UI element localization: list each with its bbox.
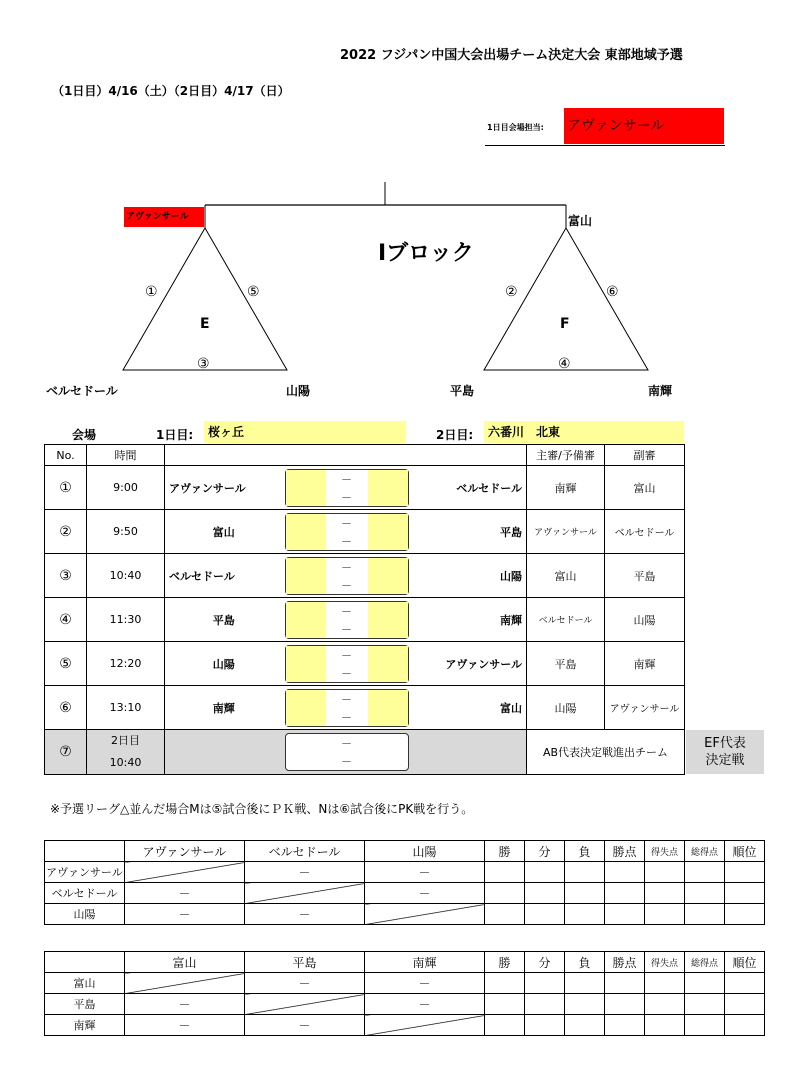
- league-stat-cell[interactable]: [725, 1015, 765, 1036]
- away-team: ベルセドール: [411, 466, 527, 510]
- league-row-team: 南輝: [45, 1015, 125, 1036]
- tournament-dates: （1日目）4/16（土）（2日目）4/17（日）: [52, 84, 290, 98]
- final-time: 10:40: [109, 756, 142, 769]
- header-sub: 副審: [605, 445, 685, 466]
- league-header-gf: 総得点: [685, 952, 725, 973]
- league-header-loss: 負: [565, 952, 605, 973]
- league-stat-cell[interactable]: [485, 1015, 525, 1036]
- away-score-cell[interactable]: [368, 602, 408, 638]
- home-team: 南輝: [165, 686, 283, 730]
- group-e-name: E: [200, 316, 210, 332]
- home-score-cell[interactable]: [286, 646, 326, 682]
- assistant-referee: 山陽: [605, 598, 685, 642]
- group-f-left-team: 平島: [450, 384, 475, 398]
- league-header-gf: 総得点: [685, 841, 725, 862]
- header-no: No.: [45, 445, 87, 466]
- league-result-cell[interactable]: －: [365, 973, 485, 994]
- away-score-cell[interactable]: [368, 558, 408, 594]
- league-header-win: 勝: [485, 841, 525, 862]
- away-team: アヴァンサール: [411, 642, 527, 686]
- league-row-team: 富山: [45, 973, 125, 994]
- league-header-points: 勝点: [605, 952, 645, 973]
- league-stat-cell[interactable]: [645, 883, 685, 904]
- league-diagonal-cell: [245, 883, 365, 904]
- score-box: － －: [285, 469, 409, 507]
- group-f-match-right: ⑥: [606, 284, 619, 300]
- away-score-cell[interactable]: [368, 690, 408, 726]
- league-stat-cell[interactable]: [485, 883, 525, 904]
- match-time: 9:50: [87, 510, 165, 554]
- header-time: 時間: [87, 445, 165, 466]
- home-score-cell[interactable]: [286, 602, 326, 638]
- page-title: 2022 フジパン中国大会出場チーム決定大会 東部地域予選: [340, 48, 683, 63]
- league-row-team: ベルセドール: [45, 883, 125, 904]
- league-stat-cell[interactable]: [485, 904, 525, 925]
- league-result-cell[interactable]: －: [365, 994, 485, 1015]
- league-stat-cell[interactable]: [725, 862, 765, 883]
- league-stat-cell[interactable]: [685, 904, 725, 925]
- group-f-match-bottom: ④: [558, 356, 571, 372]
- match-no: ⑤: [45, 642, 87, 686]
- league-result-cell[interactable]: －: [125, 1015, 245, 1036]
- away-score-cell[interactable]: [368, 646, 408, 682]
- league-diagonal-cell: [365, 1015, 485, 1036]
- assistant-referee: 平島: [605, 554, 685, 598]
- league-diagonal-cell: [245, 994, 365, 1015]
- league-stat-cell[interactable]: [645, 973, 685, 994]
- group-f-match-left: ②: [505, 284, 518, 300]
- league-result-cell[interactable]: －: [365, 883, 485, 904]
- league-header-rank: 順位: [725, 841, 765, 862]
- away-score-cell[interactable]: [368, 514, 408, 550]
- match-time: 11:30: [87, 598, 165, 642]
- header-ref: 主審/予備審: [527, 445, 605, 466]
- league-stat-cell[interactable]: [485, 994, 525, 1015]
- league-header-win: 勝: [485, 952, 525, 973]
- league-row: [45, 973, 765, 994]
- league-stat-cell[interactable]: [685, 862, 725, 883]
- league-diagonal-cell: [125, 973, 245, 994]
- league-stat-cell[interactable]: [725, 973, 765, 994]
- schedule-table: [44, 444, 685, 775]
- league-stat-cell[interactable]: [525, 1015, 565, 1036]
- league-col-team: 平島: [245, 952, 365, 973]
- league-stat-cell[interactable]: [685, 973, 725, 994]
- league-stat-cell[interactable]: [565, 973, 605, 994]
- venue-day1-label: 1日目:: [156, 428, 194, 442]
- league-result-cell[interactable]: －: [245, 904, 365, 925]
- league-diagonal-cell: [365, 904, 485, 925]
- league-table-e: [44, 840, 765, 925]
- match-time: 12:20: [87, 642, 165, 686]
- league-row-team: 平島: [45, 994, 125, 1015]
- match-time: 10:40: [87, 554, 165, 598]
- away-team: 山陽: [411, 554, 527, 598]
- home-score-cell[interactable]: [286, 470, 326, 506]
- home-team: ベルセドール: [165, 554, 283, 598]
- venue-day1-value: 桜ヶ丘: [204, 421, 406, 443]
- league-col-team: 富山: [125, 952, 245, 973]
- league-stat-cell[interactable]: [485, 862, 525, 883]
- league-row: [45, 883, 765, 904]
- referee: 南輝: [527, 466, 605, 510]
- group-e-match-right: ⑤: [247, 284, 260, 300]
- league-result-cell[interactable]: －: [245, 1015, 365, 1036]
- league-stat-cell[interactable]: [525, 973, 565, 994]
- match-row: [45, 510, 685, 554]
- ef-final-label: EF代表 決定戦: [686, 730, 764, 774]
- league-stat-cell[interactable]: [605, 904, 645, 925]
- match-time: 9:00: [87, 466, 165, 510]
- league-header-draw: 分: [525, 952, 565, 973]
- final-desc: AB代表決定戦進出チーム: [527, 730, 685, 775]
- league-diagonal-cell: [125, 862, 245, 883]
- match-row: [45, 642, 685, 686]
- league-stat-cell[interactable]: [565, 994, 605, 1015]
- league-stat-cell[interactable]: [725, 904, 765, 925]
- group-e-match-left: ①: [145, 284, 158, 300]
- referee: 平島: [527, 642, 605, 686]
- venue-label: 会場: [72, 428, 97, 442]
- match-no: ⑥: [45, 686, 87, 730]
- league-stat-cell[interactable]: [685, 994, 725, 1015]
- assistant-referee: ベルセドール: [605, 510, 685, 554]
- league-stat-cell[interactable]: [605, 862, 645, 883]
- league-header-gd: 得失点: [645, 952, 685, 973]
- assistant-referee: 富山: [605, 466, 685, 510]
- referee: 富山: [527, 554, 605, 598]
- league-result-cell[interactable]: －: [125, 994, 245, 1015]
- league-header-points: 勝点: [605, 841, 645, 862]
- league-result-cell[interactable]: －: [245, 862, 365, 883]
- away-score-cell[interactable]: [368, 470, 408, 506]
- league-stat-cell[interactable]: [725, 883, 765, 904]
- league-stat-cell[interactable]: [645, 994, 685, 1015]
- league-col-team: アヴァンサール: [125, 841, 245, 862]
- score-box: － －: [285, 645, 409, 683]
- score-box: － －: [285, 733, 409, 771]
- home-score-cell[interactable]: [286, 558, 326, 594]
- group-f-right-team: 南輝: [648, 384, 673, 398]
- league-stat-cell[interactable]: [605, 883, 645, 904]
- league-stat-cell[interactable]: [605, 1015, 645, 1036]
- score-box: － －: [285, 557, 409, 595]
- league-col-team: 山陽: [365, 841, 485, 862]
- league-stat-cell[interactable]: [645, 904, 685, 925]
- league-result-cell[interactable]: －: [125, 904, 245, 925]
- group-e-right-team: 山陽: [286, 384, 311, 398]
- league-stat-cell[interactable]: [565, 1015, 605, 1036]
- league-row: [45, 994, 765, 1015]
- match-no: ④: [45, 598, 87, 642]
- league-stat-cell[interactable]: [565, 904, 605, 925]
- tiebreak-note: ※予選リーグ△並んだ場合Mは⑤試合後にＰＫ戦、Nは⑥試合後にPK戦を行う。: [50, 802, 474, 816]
- league-row-team: アヴァンサール: [45, 862, 125, 883]
- score-box: － －: [285, 513, 409, 551]
- league-header-rank: 順位: [725, 952, 765, 973]
- bracket-diagram: [0, 0, 792, 420]
- group-e-left-team: ベルセドール: [46, 384, 118, 398]
- group-e-top-team: アヴァンサール: [124, 207, 204, 227]
- referee: 山陽: [527, 686, 605, 730]
- match-row: [45, 686, 685, 730]
- score-box: － －: [285, 689, 409, 727]
- league-stat-cell[interactable]: [645, 862, 685, 883]
- assistant-referee: アヴァンサール: [605, 686, 685, 730]
- home-score-cell[interactable]: [286, 514, 326, 550]
- league-stat-cell[interactable]: [605, 994, 645, 1015]
- venue-host-value: アヴァンサール: [564, 108, 724, 144]
- league-result-cell[interactable]: －: [365, 862, 485, 883]
- league-table-f: [44, 951, 765, 1036]
- match-row: [45, 598, 685, 642]
- home-team: アヴァンサール: [165, 466, 283, 510]
- league-stat-cell[interactable]: [725, 994, 765, 1015]
- league-stat-cell[interactable]: [525, 904, 565, 925]
- away-team: 富山: [411, 686, 527, 730]
- venue-day2-value: 六番川 北東: [484, 421, 684, 443]
- home-team: 富山: [165, 510, 283, 554]
- venue-day2-label: 2日目:: [436, 428, 474, 442]
- final-no: ⑦: [45, 730, 87, 775]
- score-box: － －: [285, 601, 409, 639]
- match-no: ②: [45, 510, 87, 554]
- final-day: 2日目: [111, 734, 140, 747]
- venue-host-label: 1日目会場担当:: [487, 123, 544, 132]
- league-stat-cell[interactable]: [685, 883, 725, 904]
- match-row: [45, 466, 685, 510]
- group-f-name: F: [560, 316, 570, 332]
- match-no: ③: [45, 554, 87, 598]
- away-team: 南輝: [411, 598, 527, 642]
- league-stat-cell[interactable]: [485, 973, 525, 994]
- league-row-team: 山陽: [45, 904, 125, 925]
- match-row: [45, 554, 685, 598]
- final-match-row: [45, 730, 685, 775]
- away-team: 平島: [411, 510, 527, 554]
- group-f-top-team: 富山: [568, 214, 593, 228]
- league-header-loss: 負: [565, 841, 605, 862]
- league-header-gd: 得失点: [645, 841, 685, 862]
- league-row: [45, 904, 765, 925]
- assistant-referee: 南輝: [605, 642, 685, 686]
- league-stat-cell[interactable]: [525, 994, 565, 1015]
- referee: ベルセドール: [527, 598, 605, 642]
- league-stat-cell[interactable]: [565, 862, 605, 883]
- league-stat-cell[interactable]: [525, 883, 565, 904]
- league-stat-cell[interactable]: [525, 862, 565, 883]
- home-team: 山陽: [165, 642, 283, 686]
- league-stat-cell[interactable]: [685, 1015, 725, 1036]
- league-stat-cell[interactable]: [605, 973, 645, 994]
- league-stat-cell[interactable]: [565, 883, 605, 904]
- league-stat-cell[interactable]: [645, 1015, 685, 1036]
- league-header-draw: 分: [525, 841, 565, 862]
- league-result-cell[interactable]: －: [125, 883, 245, 904]
- referee: アヴァンサール: [527, 510, 605, 554]
- home-score-cell[interactable]: [286, 690, 326, 726]
- group-e-match-bottom: ③: [197, 356, 210, 372]
- match-no: ①: [45, 466, 87, 510]
- block-title: Iブロック: [378, 241, 474, 266]
- home-team: 平島: [165, 598, 283, 642]
- league-result-cell[interactable]: －: [245, 973, 365, 994]
- league-col-team: 南輝: [365, 952, 485, 973]
- match-time: 13:10: [87, 686, 165, 730]
- league-row: [45, 862, 765, 883]
- league-row: [45, 1015, 765, 1036]
- league-col-team: ベルセドール: [245, 841, 365, 862]
